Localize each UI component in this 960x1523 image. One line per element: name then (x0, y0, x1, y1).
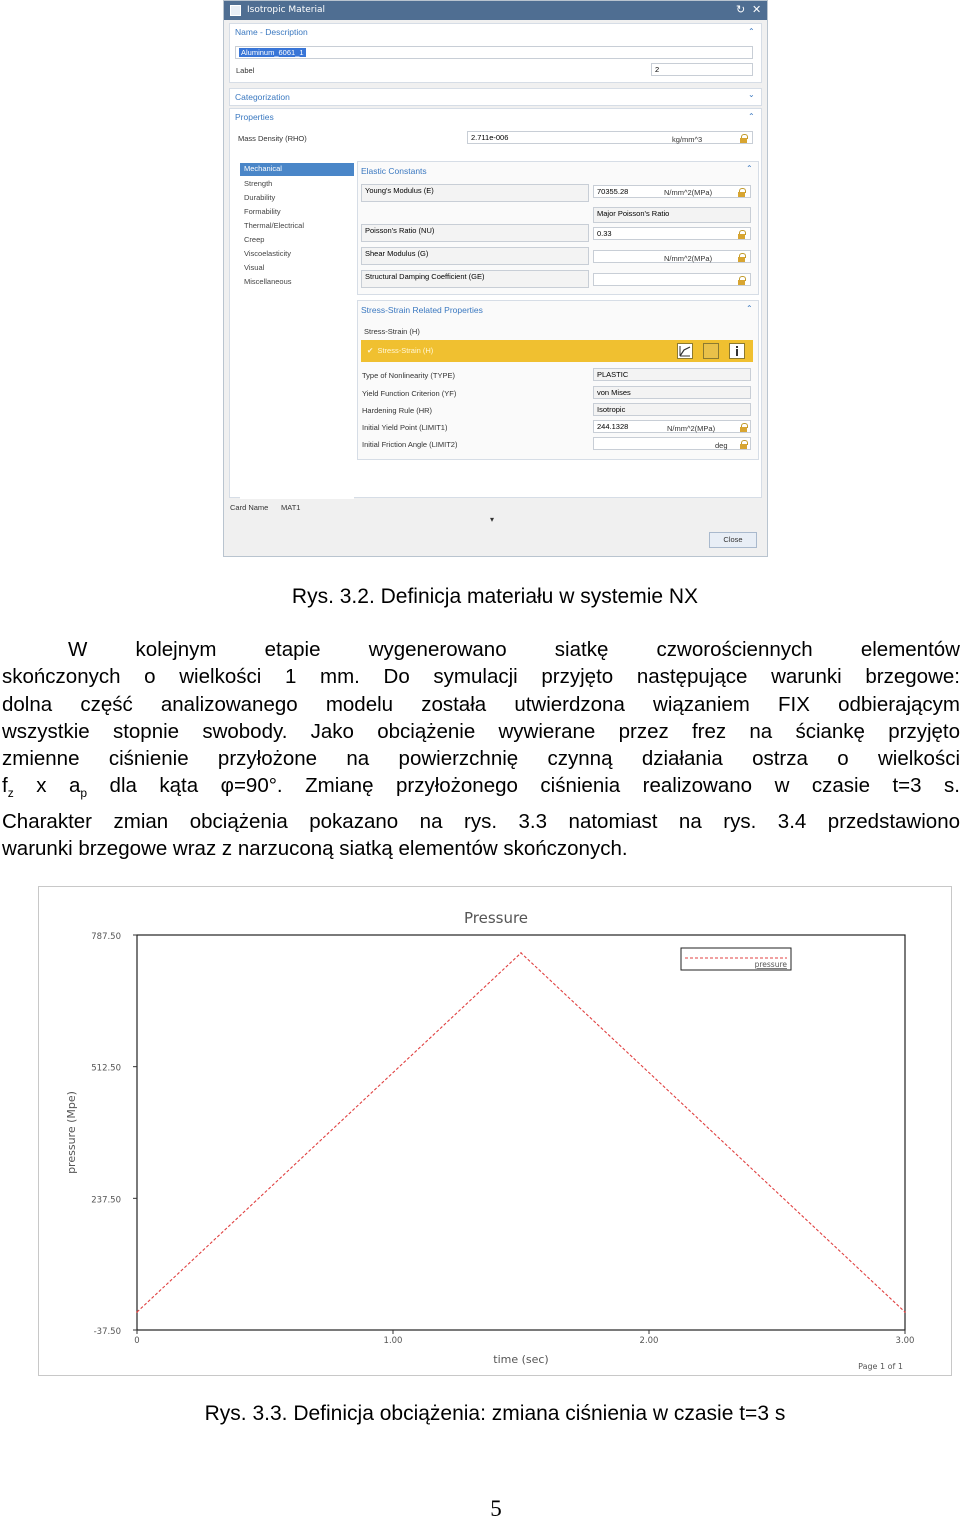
y-tick-label: 787.50 (91, 932, 121, 942)
lock-icon[interactable] (740, 423, 747, 432)
hardening-label: Hardening Rule (HR) (362, 406, 433, 415)
damping-field[interactable] (593, 273, 751, 286)
legend-label: pressure (754, 960, 787, 969)
chevron-up-icon[interactable]: ⌃ (748, 27, 755, 36)
major-poisson-label: Major Poisson's Ratio (597, 209, 670, 218)
card-name-label: Card Name (230, 503, 269, 512)
series-line-pressure (137, 953, 905, 1312)
y-tick-label: 237.50 (91, 1195, 121, 1206)
chevron-down-icon[interactable]: ⌄ (748, 90, 755, 99)
label-field[interactable]: 2 (651, 63, 753, 76)
poisson-label: Poisson's Ratio (NU) (365, 226, 435, 235)
yield-point-label: Initial Yield Point (LIMIT1) (362, 423, 448, 432)
youngs-modulus-label: Young's Modulus (E) (365, 186, 434, 195)
graph-icon[interactable] (677, 343, 693, 359)
x-tick-label: 2.00 (639, 1336, 659, 1346)
chart-title: Pressure (463, 909, 529, 927)
y-tick-label: 512.50 (91, 1063, 121, 1074)
expand-arrow-icon[interactable]: ▾ (490, 515, 495, 524)
elastic-constants-header[interactable]: Elastic Constants (361, 166, 427, 176)
yield-point-value: 244.1328 (597, 422, 629, 431)
friction-angle-label: Initial Friction Angle (LIMIT2) (362, 440, 458, 449)
figure-caption-2: Rys. 3.3. Definicja obciążenia: zmiana ciśnienia w czasie t=3 s (204, 1402, 786, 1425)
lock-icon[interactable] (738, 253, 745, 262)
pressure-chart-svg (39, 887, 953, 1377)
close-icon[interactable]: ✕ (752, 3, 762, 16)
damping-label-cell (361, 270, 589, 288)
poisson-field[interactable] (593, 227, 751, 240)
paragraph-line: wszystkie stopnie swobody. Jako obciążenie wywierane przez frez na ściankę przyjęto (2, 719, 960, 743)
data-point (136, 1311, 138, 1313)
stress-strain-header[interactable]: Stress-Strain Related Properties (361, 305, 483, 315)
name-field[interactable] (235, 46, 753, 59)
categorization-panel (229, 88, 762, 106)
paragraph-line: skończonych o wielkości 1 mm. Do symulacji przyjęto następujące warunki brzegowe: (2, 665, 960, 689)
x-tick-label: 3.00 (895, 1336, 915, 1346)
dialog-titlebar (224, 1, 767, 20)
category-item-miscellaneous[interactable]: Miscellaneous (244, 277, 292, 286)
dialog-title: Isotropic Material (247, 5, 325, 15)
paragraph-line: W kolejnym etapie wygenerowano siatkę czworościennych elementów (68, 638, 960, 661)
hardening-field[interactable]: Isotropic (593, 403, 751, 416)
category-list (240, 163, 354, 499)
chevron-up-icon[interactable]: ⌃ (746, 164, 753, 173)
lock-icon[interactable] (740, 440, 747, 449)
nonlinearity-label: Type of Nonlinearity (TYPE) (362, 371, 455, 380)
paragraph-line: warunki brzegowe wraz z narzuconą siatką elementów skończonych. (2, 837, 628, 861)
close-button[interactable]: Close (709, 532, 757, 548)
paragraph-line: Charakter zmian obciążenia pokazano na rys. 3.3 natomiast na rys. 3.4 przedstawiono (2, 809, 960, 833)
major-poisson-cell[interactable] (593, 207, 751, 223)
category-item-viscoelasticity[interactable]: Viscoelasticity (244, 249, 291, 258)
shear-modulus-label: Shear Modulus (G) (365, 249, 429, 258)
nonlinearity-field[interactable]: PLASTIC (593, 368, 751, 381)
category-item-durability[interactable]: Durability (244, 193, 276, 202)
paragraph-line: zmienne ciśnienie przyłożone na powierzchnię czynną działania ostrza o wielkości (2, 747, 960, 771)
data-point (904, 1311, 906, 1313)
lock-icon[interactable] (738, 188, 745, 197)
y-tick-label: -37.50 (93, 1327, 121, 1337)
card-name-value: MAT1 (281, 503, 301, 512)
damping-label: Structural Damping Coefficient (GE) (365, 272, 485, 281)
mass-density-unit: kg/mm^3 (672, 135, 703, 144)
category-item-strength[interactable]: Strength (244, 179, 273, 188)
chart-footer: Page 1 of 1 (858, 1362, 903, 1371)
lock-icon[interactable] (740, 134, 747, 143)
poisson-value: 0.33 (597, 229, 612, 238)
category-item-thermal-electrical[interactable]: Thermal/Electrical (244, 221, 305, 230)
youngs-modulus-unit: N/mm^2(MPa) (664, 188, 713, 197)
mass-density-field[interactable] (467, 131, 753, 144)
paragraph-line: dolna część analizowanego modelu została utwierdzona wiązaniem FIX odbierającym (2, 692, 960, 716)
youngs-modulus-value: 70355.28 (597, 187, 629, 196)
poisson-label-cell (361, 224, 589, 242)
category-item-mechanical[interactable]: Mechanical (240, 163, 354, 176)
category-item-visual[interactable]: Visual (244, 263, 265, 272)
yield-criterion-label: Yield Function Criterion (YF) (362, 389, 457, 398)
properties-header[interactable]: Properties (235, 112, 274, 122)
stress-strain-selected-row[interactable] (361, 340, 753, 362)
material-icon (230, 5, 241, 16)
figure-caption-1: Rys. 3.2. Definicja materiału w systemie NX (291, 585, 699, 608)
chevron-up-icon[interactable]: ⌃ (746, 304, 753, 313)
stress-strain-table-label: Stress-Strain (H) (364, 327, 420, 336)
reset-icon[interactable]: ↻ (736, 3, 746, 16)
lock-icon[interactable] (738, 276, 745, 285)
paragraph-line: $f_z$ x $a_p$ dla kąta φ=90°. Zmianę przyłożonego ciśnienia realizowano w czasie t=3 s. (2, 774, 960, 801)
category-item-creep[interactable]: Creep (244, 235, 265, 244)
x-tick-label: 1.00 (383, 1336, 403, 1346)
lock-icon[interactable] (738, 230, 745, 239)
folder-icon[interactable] (703, 343, 719, 359)
chevron-up-icon[interactable]: ⌃ (748, 112, 755, 121)
yield-criterion-field[interactable]: von Mises (593, 386, 751, 399)
categorization-header[interactable]: Categorization (235, 92, 290, 102)
data-point (520, 952, 522, 954)
name-value: Aluminum_6061_1 (241, 48, 304, 57)
mass-density-value: 2.711e-006 (471, 133, 509, 142)
pressure-chart (38, 886, 952, 1376)
info-icon[interactable] (729, 343, 745, 359)
name-description-header[interactable]: Name - Description (235, 27, 308, 37)
stress-strain-row-label: ✔ Stress-Strain (H) (367, 346, 434, 355)
mass-density-label: Mass Density (RHO) (238, 134, 307, 143)
friction-angle-unit: deg (715, 441, 728, 450)
body-paragraph (2, 636, 960, 862)
youngs-modulus-label-cell (361, 184, 589, 202)
category-item-formability[interactable]: Formability (244, 207, 281, 216)
x-axis-label: time (sec) (493, 1353, 549, 1366)
page-number: 5 (490, 1496, 502, 1521)
x-tick-label: 0 (134, 1336, 140, 1346)
yield-point-unit: N/mm^2(MPa) (667, 424, 716, 433)
plot-frame (137, 935, 905, 1330)
label-label: Label (236, 66, 255, 75)
shear-modulus-unit: N/mm^2(MPa) (664, 254, 713, 263)
shear-label-cell (361, 247, 589, 265)
y-axis-label: pressure (Mpe) (65, 1091, 78, 1174)
